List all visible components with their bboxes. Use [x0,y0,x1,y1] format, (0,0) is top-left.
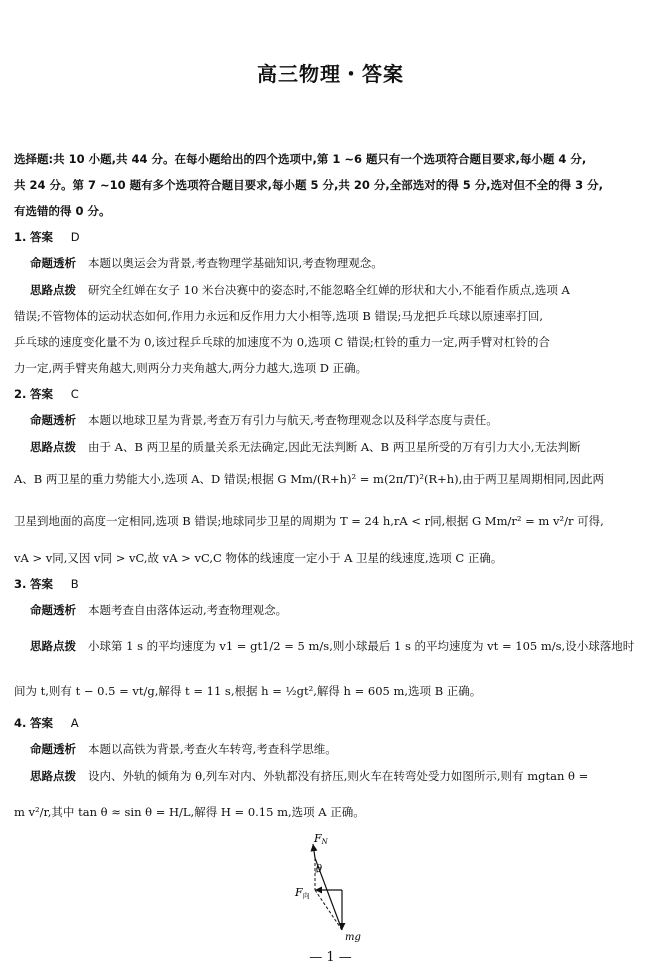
answer-label: 答案 [30,387,54,401]
q2-analysis [30,413,498,427]
q1-number: 1. [14,230,27,244]
q1-hint-line: 力一定,两手臂夹角越大,则两分力夹角越大,两分力越大,选项 D 正确。 [14,361,368,375]
intro-line: 有选错的得 0 分。 [14,204,111,218]
q2-hint-line [30,440,580,454]
q3-answer: B [70,577,79,591]
analysis-label: 命题透析 [30,742,76,756]
q1-hint-text: 研究全红婵在女子 10 米台决赛中的姿态时,不能忽略全红婵的形状和大小,不能看作质点,选项 A [88,283,570,297]
q4-hint-line: m v²/r,其中 tan θ ≈ sin θ = H/L,解得 H = 0.15 m,选项 A 正确。 [14,805,365,819]
q1-hint-line [30,283,570,297]
q1-hint-line: 乒乓球的速度变化量不为 0,该过程乒乓球的加速度不为 0,选项 C 错误;杠铃的重力一定,两手臂对杠铃的合 [14,335,550,349]
q2-hint-line: vA > v同,又因 v同 > vC,故 vA > vC,C 物体的线速度一定小于 A 卫星的线速度,选项 C 正确。 [14,551,503,565]
fn-label: FN [314,832,328,846]
q3-hint-text: 小球第 1 s 的平均速度为 v1 = gt1/2 = 5 m/s,则小球最后 1 s 的平均速度为 vt = 105 m/s,设小球落地时 [88,639,635,653]
intro-line: 共 24 分。第 7 ~10 题有多个选项符合题目要求,每小题 5 分,共 20 分,全部选对的得 5 分,选对但不全的得 3 分, [14,178,604,192]
q1-analysis-text: 本题以奥运会为背景,考查物理学基础知识,考查物理观念。 [88,256,383,270]
q3-hint-line: 间为 t,则有 t − 0.5 = vt/g,解得 t = 11 s,根据 h = ½gt²,解得 h = 605 m,选项 B 正确。 [14,684,482,698]
q2-hint-text: 由于 A、B 两卫星的质量关系无法确定,因此无法判断 A、B 两卫星所受的万有引力大小,无法判断 [88,440,581,454]
q3-analysis-text: 本题考查自由落体运动,考查物理观念。 [88,603,288,617]
q3-hint-line [30,639,634,653]
q3-analysis [30,603,287,617]
q1-hint-line: 错误;不管物体的运动状态如何,作用力永远和反作用力大小相等,选项 B 错误;马龙把乒乓球以原速率打回, [14,309,543,323]
answer-label: 答案 [30,577,54,591]
q3-answer-line [14,577,79,591]
q2-number: 2. [14,387,27,401]
gravity-label: mg [345,932,361,943]
page-number: — 1 — [309,950,352,965]
q3-number: 3. [14,577,27,591]
q2-answer: C [70,387,79,401]
q2-answer-line [14,387,79,401]
support-force-arrow [313,844,315,858]
q4-answer-line [14,716,79,730]
q4-answer: A [70,716,79,730]
q2-analysis-text: 本题以地球卫星为背景,考查万有引力与航天,考查物理观念以及科学态度与责任。 [88,413,498,427]
page-title: 高三物理・答案 [257,62,404,86]
hint-label: 思路点拨 [30,283,76,297]
q4-analysis-text: 本题以高铁为背景,考查火车转弯,考查科学思维。 [88,742,337,756]
q1-answer: D [70,230,80,244]
resultant-dashed [315,890,342,930]
q2-hint-line: 卫星到地面的高度一定相同,选项 B 错误;地球同步卫星的周期为 T = 24 h,rA < r同,根据 G Mm/r² = m v²/r 可得, [14,514,604,528]
q4-hint-text: 设内、外轨的倾角为 θ,列车对内、外轨都没有挤压,则火车在转弯处受力如图所示,则有 mgtan θ = [88,769,589,783]
hint-label: 思路点拨 [30,639,76,653]
q1-answer-line [14,230,80,244]
answer-label: 答案 [30,716,54,730]
q4-hint-line [30,769,588,783]
force-diagram [285,828,375,943]
answer-label: 答案 [30,230,54,244]
hint-label: 思路点拨 [30,769,76,783]
q2-hint-line: A、B 两卫星的重力势能大小,选项 A、D 错误;根据 G Mm/(R+h)² = m(2π/T)²(R+h),由于两卫星周期相同,因此两 [14,472,604,486]
centripetal-force-label: F向 [295,886,310,900]
analysis-label: 命题透析 [30,603,76,617]
q4-analysis [30,742,337,756]
analysis-label: 命题透析 [30,413,76,427]
q1-analysis [30,256,383,270]
analysis-label: 命题透析 [30,256,76,270]
intro-line: 选择题:共 10 小题,共 44 分。在每小题给出的四个选项中,第 1 ~6 题只有一个选项符合题目要求,每小题 4 分, [14,152,587,166]
hint-label: 思路点拨 [30,440,76,454]
theta-label: θ [316,864,323,875]
q4-number: 4. [14,716,27,730]
